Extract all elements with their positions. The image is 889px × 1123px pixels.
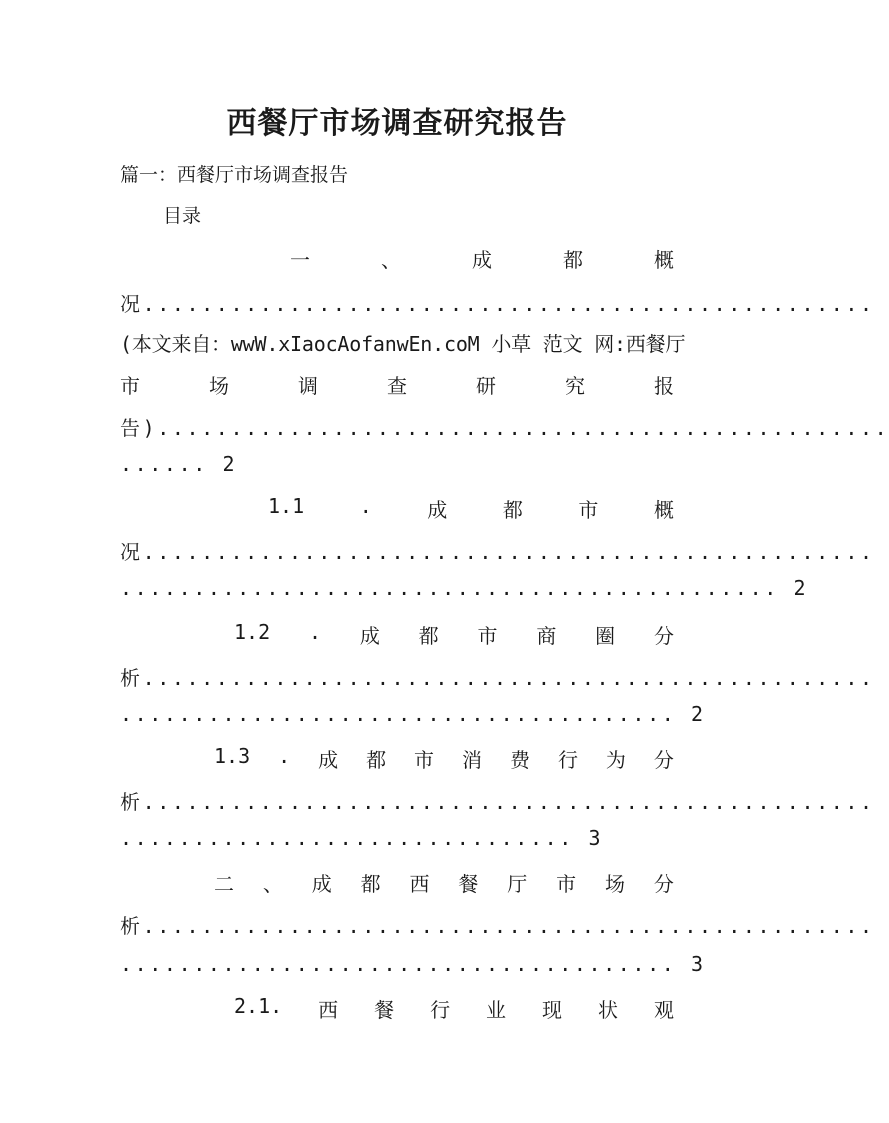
toc-word: 业 [486, 998, 507, 1022]
toc-entry-1-3-page: ............................... 3 [120, 826, 604, 850]
toc-word: 市 [556, 872, 577, 896]
toc-word: 都 [418, 624, 439, 648]
toc-word: 场 [605, 872, 625, 896]
toc-entry-1-2 [234, 620, 674, 649]
toc-entry-2-1 [234, 994, 674, 1023]
toc-word: 都 [366, 748, 387, 772]
document-title: 西餐厅市场调查研究报告 [226, 106, 568, 141]
toc-word: 、 [381, 248, 401, 272]
toc-word: 状 [597, 998, 618, 1022]
toc-word: 西 [409, 872, 430, 896]
toc-word: 行 [557, 748, 578, 772]
toc-word: 一 [290, 248, 310, 272]
toc-word: 分 [653, 872, 674, 896]
toc-word: 报 [654, 374, 674, 398]
toc-word: 餐 [458, 872, 479, 896]
toc-word: 2.1. [234, 994, 283, 1018]
toc-entry-1-3-dots: 析.................................................. [120, 790, 875, 814]
toc-word: 都 [360, 872, 381, 896]
toc-word: 商 [536, 624, 557, 648]
toc-word: 西 [318, 998, 339, 1022]
toc-word: 圈 [595, 624, 616, 648]
toc-entry-1-dots: 况.................................................. [120, 292, 875, 316]
toc-entry-1-heading [290, 244, 674, 273]
toc-word: . [359, 494, 372, 518]
toc-word: 成 [427, 498, 448, 522]
toc-entry-2-heading [214, 868, 674, 897]
toc-word: 餐 [374, 998, 395, 1022]
toc-word: 市 [477, 624, 498, 648]
toc-entry-1-1 [268, 494, 674, 523]
toc-word: 查 [387, 374, 407, 398]
toc-word: 厅 [507, 872, 528, 896]
toc-word: 二 [214, 872, 234, 896]
toc-entry-1-page: ...... 2 [120, 452, 238, 476]
toc-word: 成 [311, 872, 332, 896]
toc-word: 消 [462, 748, 483, 772]
toc-word: 、 [262, 872, 283, 896]
toc-word: 场 [209, 374, 229, 398]
toc-word: 概 [653, 498, 674, 522]
toc-word: . [278, 744, 291, 768]
toc-heading: 目录 [163, 205, 202, 227]
source-note: (本文来自：wwW.xIaocAofanwEn.coM 小草 范文 网:西餐厅 [120, 332, 686, 356]
toc-word: . [308, 620, 321, 644]
toc-entry-1-1-page: ............................................. 2 [120, 576, 809, 600]
toc-word: 概 [654, 248, 674, 272]
toc-word: 1.1 [268, 494, 305, 518]
toc-entry-2-page: ...................................... 3 [120, 952, 706, 976]
toc-word: 为 [605, 748, 626, 772]
toc-word: 研 [476, 374, 496, 398]
toc-word: 1.3 [214, 744, 251, 768]
toc-entry-1-1-dots: 况.................................................. [120, 540, 875, 564]
toc-word: 1.2 [234, 620, 271, 644]
toc-word: 现 [542, 998, 563, 1022]
toc-word: 成 [472, 248, 492, 272]
toc-entry-1-2-dots: 析.................................................. [120, 666, 875, 690]
toc-word: 都 [502, 498, 523, 522]
subtitle: 篇一：西餐厅市场调查报告 [120, 164, 349, 186]
toc-entry-1-2-page: ...................................... 2 [120, 702, 706, 726]
toc-word: 成 [359, 624, 380, 648]
source-note-title [120, 370, 674, 399]
toc-word: 市 [120, 374, 140, 398]
toc-word: 调 [298, 374, 318, 398]
toc-word: 分 [653, 624, 674, 648]
toc-word: 成 [318, 748, 339, 772]
toc-word: 费 [509, 748, 530, 772]
toc-word: 行 [430, 998, 451, 1022]
toc-word: 观 [653, 998, 674, 1022]
source-note-dots: 告).................................................. [120, 416, 889, 440]
toc-word: 究 [565, 374, 585, 398]
toc-word: 都 [563, 248, 583, 272]
toc-word: 市 [414, 748, 435, 772]
toc-word: 分 [653, 748, 674, 772]
toc-entry-2-dots: 析.................................................. [120, 914, 875, 938]
toc-word: 市 [578, 498, 599, 522]
toc-entry-1-3 [214, 744, 674, 773]
